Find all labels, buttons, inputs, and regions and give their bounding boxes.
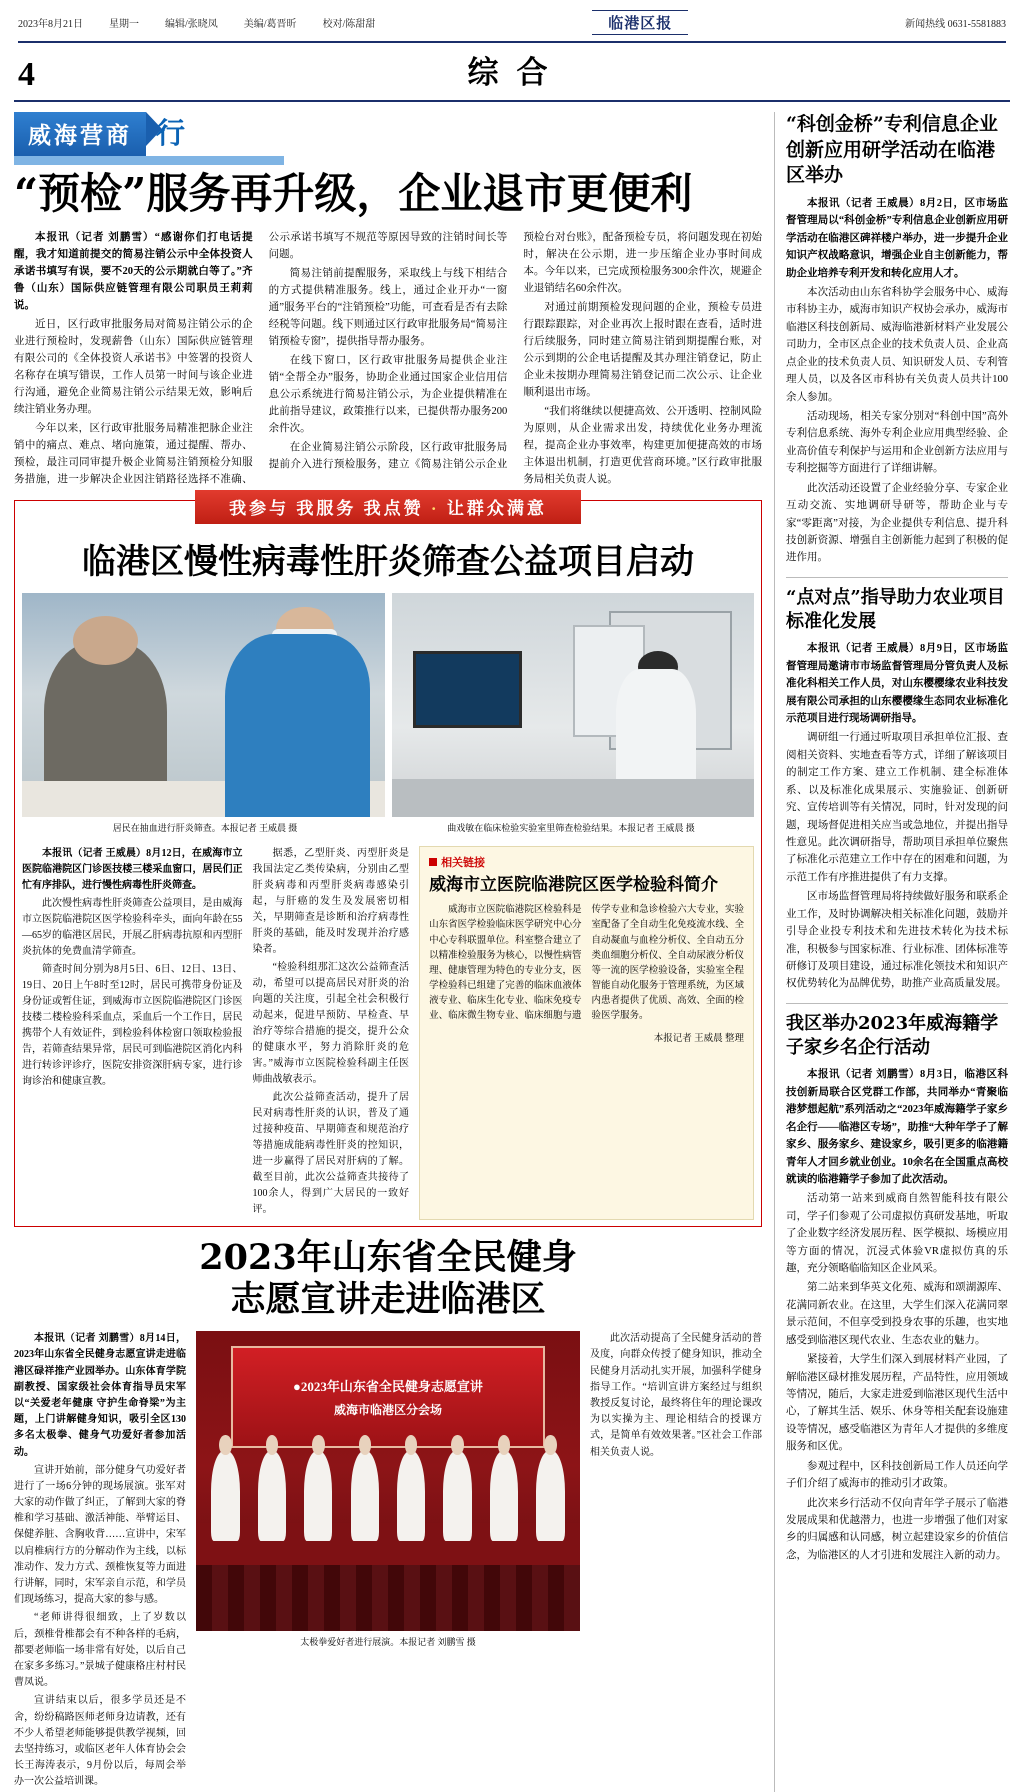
square-bullet-icon	[429, 858, 437, 866]
article-fitness-volunteer	[14, 1237, 762, 1792]
article-hepatitis-screening	[14, 500, 762, 1227]
masthead-art-editor: 美编/葛晋昕	[243, 19, 297, 30]
masthead-top	[14, 0, 1010, 39]
paragraph: 本报讯（记者 王威晨）8月2日，区市场监督管理局以“科创金桥”专利信息企业创新应用研学活动在临港区碑祥楼户举办，进一步提升企业知识产权战略意识，增强企业自主创新能力，帮助企业培养专利开发和转化应用人才。	[786, 197, 1008, 279]
paragraph: 此次来乡行活动不仅向青年学子展示了临港发展成果和优越潜力，也进一步增强了他们对家乡的归属感和认同感，树立起建设家乡的价值信念，为临港区的人才引进和发展注入新的动力。	[786, 1497, 1008, 1561]
paragraph: 调研组一行通过听取项目承担单位汇报、查阅相关资料、实地查看等方式，详细了解该项目的制定工作方案、建立工作机制、建全标准体系、以及标准化成果展示、实施验证、创新研究、宣传培训等有关情况，同时，针对发现的问题，现场督促进相关应当或急地位，并提出指导性意见。此次调研指导，帮助项目承担单位聚焦了标准化示范建立工作中存在的困难和问题，为示范工作有序推进提供了有力支撑。	[786, 732, 1008, 883]
paragraph: 本次活动由山东省科协学会服务中心、威海市科协主办，威海市知识产权协会承办，威海市临港区科技创新局、威海临港新材料产业发展公司助力，全市区点企业的技术负责人员、企业高点企业的技术负责人员、知识研发人员、专利管理人员，以及各区市科协有关负责人员共计100余人参加。	[786, 287, 1008, 403]
article3-text-col1	[14, 1331, 186, 1792]
ribbon-wrap	[15, 490, 761, 524]
article3-headline-line1: 2023年山东省全民健身	[199, 1237, 577, 1279]
photo-illustration	[196, 1331, 580, 1631]
right-divider	[786, 577, 1008, 578]
banner-label: 威海营商	[14, 112, 146, 156]
paragraph: 紧接着，大学生们深入到展材料产业园，了解临港区碌材推发展历程，产品特性，应用领域等情况，随后，大家走进爱到临港区现代生活中心，了解其生活、娱乐、休身等相关配套设施建设等情况，感受临港区为青年人才提供的多维度服务和区优。	[786, 1354, 1008, 1453]
related-link-box	[419, 846, 754, 1220]
right-article-title: 我区举办2023年威海籍学子家乡名企行活动	[786, 1012, 999, 1059]
paragraph: 本报讯（记者 刘鹏雪）8月14日，2023年山东省全民健身志愿宣讲走进临港区碌祥推产业园举办。山东体育学院副教授、国家级社会体育指导员宋军以“关爱老年健康 守护生命脊梁”为主题，上门讲解健身知识，吸引全区130多名太极拳、健身气功爱好者参加活动。	[14, 1333, 186, 1458]
article2-text-left	[22, 846, 243, 1220]
right-divider	[786, 1003, 1008, 1004]
paragraph: 本报讯（记者 刘鹏雪）“感谢你们打电话提醒，我才知道前提交的简易注销公示中全体投资人承诺书填写有误，要不20天的公示期就白等了。”齐鲁（山东）国际供应链管理有限公司职员王莉莉说。	[14, 232, 253, 312]
paragraph: 近日，区行政审批服务局对简易注销公示的企业进行预检时，发现薪鲁（山东）国际供应链管理有限公司的《全体投资人承诺书》中签署的投资人名称存在填写错误，工作人员第一时间与该企业进行沟通，避免企业简易注销公示结果无效，影响后续注销业务办理。	[14, 319, 253, 416]
masthead-proofreader: 校对/陈甜甜	[322, 19, 376, 30]
article-business-environment	[14, 112, 762, 488]
article3-text-col2	[590, 1331, 762, 1792]
right-article-patent-forum	[786, 112, 1008, 567]
paragraph: 此次活动还设置了企业经验分享、专家企业互动交流、实地调研导研等，帮助企业与专家“零距离”对接，为企业提供专利信息、提升科技创新资源、增强自主创新能力起到了积极的促进作用。	[786, 482, 1008, 564]
article3-headline	[14, 1237, 762, 1321]
page-body	[14, 102, 1010, 1792]
paragraph: “检验科组那汇这次公益筛查活动，希望可以提高居民对肝炎的治向题的关注度，引起全社会积极行动起来，促进早预防、早检查、早治疗等综合措施的提交，提升公众的健康水平，努力消除肝炎的危害。”威海市立医院检验科副主任医师曲战敏表示。	[252, 962, 410, 1086]
paragraph: 此次公益筛查活动，提升了居民对病毒性肝炎的认识，普及了通过接种疫苗、早期筛查和规范治疗等措施成能病毒性肝炎的控知识，进一步赢得了居民对肝病的了解。截至目前，此次公益筛查共接待了100余人，得到广大居民的一致好评。	[252, 1092, 410, 1216]
paper-name: 临港区报	[592, 10, 688, 35]
paragraph: 参观过程中，区科技创新局工作人员还向学子们介绍了威海市的推动引才政策。	[786, 1460, 1008, 1490]
right-article-body	[786, 640, 1008, 992]
right-article-body	[786, 1066, 1008, 1564]
photo-lab-testing	[392, 593, 755, 817]
section-banner	[14, 112, 762, 156]
masthead-editor: 编辑/张晓凤	[165, 19, 218, 30]
paragraph: 在线下窗口，区行政审批服务局提供企业注销“全帮全办”服务，协助企业通过国家企业信用信息公示系统进行简易注销公示，为企业提供精准在此前指导建议，政策推行以来，已提供帮办服务200余件次。	[268, 355, 508, 435]
paragraph: 简易注销前提醒服务，采取线上与线下相结合的方式提供精准服务。线上，通过企业开办“一窗通”服务平台的“注销预检”功能，可查看是否有去除经税等问题。线下则通过区行政审批服务局“简易注销预检专窗”，提供指导帮办服务。	[268, 268, 508, 348]
paragraph: “我们将继续以便捷高效、公开透明、控制风险为原则，从企业需求出发，持续优化业务办理流程，提高企业办事效率，构建更加便捷高效的市场主体退出机制，打造更优营商环境。”区行政审批服务局相关负责人说。	[523, 406, 762, 486]
campaign-ribbon: 我参与 我服务 我点赞 · 让群众满意	[195, 490, 581, 524]
paragraph: 此次活动提高了全民健身活动的普及度，向群众传授了健身知识，推动全民健身月活动扎实开展，加强科学健身指导工作。“培训宣讲方案经过与组织教授反复讨论，最终将住年的理论课改为以实操为主、理论相结合的授课方式，是简单有效效果著。”区社会工作部相关负责人说。	[590, 1333, 762, 1458]
news-hotline: 新闻热线 0631-5581883	[905, 19, 1006, 30]
article1-headline: “预检”服务再升级，企业退市更便利	[14, 169, 693, 218]
photo-illustration	[22, 593, 385, 817]
banner-underline	[14, 156, 284, 165]
photo-blood-draw	[22, 593, 385, 817]
right-article-agriculture-standard	[786, 586, 1008, 993]
paragraph: “老师讲得很细致，上了岁数以后，颈椎骨椎都会有不种各样的毛病，都要老师临一场非常有好处，以后自己在家多多练习。”景城子健康格庄村村民曹凤说。	[14, 1612, 186, 1689]
paragraph: 威海市立医院临港院区检验科是山东省医学检验临床医学研究中心分中心专科联盟单位。科室整合建立了以精准检验服务为核心，以慢性病管理、健康管理为特色的专业分支，医学检验科已组建了完善的临床血液体液专业、临床生化专业、临床免疫专业、临床微生物专业、临床细胞与遗传学专业和急诊检验六大专业，实验室配备了全自动生化免疫流水线、全自动凝血与血栓分析仪、全自动五分类血细胞分析仪、全自动尿液分析仪等一流的医学检验设备，实验室全程智能自动化服务于管理系统，为区域内患者提供了优质、高效、全面的检验医学服务。	[429, 905, 744, 1022]
article2-headline: 临港区慢性病毒性肝炎筛查公益项目启动	[82, 542, 694, 583]
ribbon-tail: 让群众满意	[446, 499, 547, 519]
article3-photo-caption: 太极拳爱好者进行展演。本报记者 刘鹏雪 摄	[300, 1637, 476, 1648]
page-title-row	[14, 43, 1010, 102]
photo-left-caption: 居民在抽血进行肝炎筛查。本报记者 王威晨 摄	[112, 823, 298, 834]
article2-photos	[15, 593, 761, 817]
banner-accent: 行	[156, 115, 186, 150]
page-number: 4	[18, 56, 35, 93]
right-article-title: “科创金桥”专利信息企业创新应用研学活动在临港区举办	[786, 113, 998, 187]
masthead-weekday: 星期一	[109, 19, 139, 30]
paragraph: 第二站来到华英文化苑、威海和颂湖源库、花满同新农业。在这里，大学生们深入花满同翠景示范间，不但享受到投身农事的乐趣，也实地感受到临港区现代农业、生态农业的魅力。	[786, 1282, 1008, 1346]
paragraph: 筛查时间分别为8月5日、6日、12日、13日、19日、20日上午8时至12时，居民可携带身份证及身份证或暂住证，到威海市立医院临港院区门诊医技楼二楼检验科采血点，采血后一个工作日，居民携带个人有效证件，到检验科体检窗口领取检验报告，若筛查结果异常，居民可到临港院区消化内科进行转诊评诊疗，医院安排资深肝病专家，进行诊询诊治和健康宣教。	[22, 964, 243, 1088]
section-title: 综合	[467, 55, 566, 90]
article2-text-mid	[253, 846, 410, 1220]
related-link-title: 威海市立医院临港院区医学检验科简介	[429, 875, 719, 896]
paragraph: 区市场监督管理局将持续做好服务和联系企业工作，及时协调解决相关标准化问题，鼓励并引导企业投专利技术和先进技术转化为技术标准，积极参与国家标准、行业标准、团体标准等研修订及项目建设，通过标准化领技术和知识产权优势转化为品牌优势，助推产业高质量发展。	[786, 891, 1008, 990]
paragraph: 活动第一站来到威商自然智能科技有限公司，学子们参观了公司虚拟仿真研发基地，听取了企业数字经济发展历程、医学模拟、场模应用等方面的情况，沉浸式体验VR虚拟仿真的乐趣，充分领略临临知区企业风采。	[786, 1193, 1008, 1275]
main-column	[14, 112, 762, 1792]
right-article-students-tour	[786, 1012, 1008, 1564]
right-article-title: “点对点”指导助力农业项目标准化发展	[786, 586, 1005, 633]
paragraph: 今年以来，区行政审批服务局精准把脉企业注销中的痛点、难点、堵向施策，通过提醒、帮办、预检，最注司同审提升极企业简易注销预检分知服务措施，进一步解决企业因注销路径选择不准确、公示承诺书填写不规范等原因导致的注销时间长等问题。	[14, 232, 508, 486]
paragraph: 本报讯（记者 王威晨）8月9日，区市场监督管理局邀请市市场监督管理局分管负责人及标准化科相关工作人员，对山东樱樱缘农业科技发展有限公司承担的山东樱樱缘生态同农业标准化示范项目进行现场调研指导。	[786, 643, 1008, 725]
photo-taichi-performance	[196, 1331, 580, 1792]
screen-line-2: 威海市临港区分会场	[333, 1403, 442, 1418]
article2-body	[15, 840, 761, 1220]
paragraph: 此次慢性病毒性肝炎筛查公益项目，是由威海市立医院临港院区医学检验科牵头，面向年龄在55—65岁的临港区居民，开展乙肝病毒抗原和丙型肝炎抗体的免费血清学筛查。	[22, 898, 243, 958]
article1-body	[14, 229, 762, 488]
related-link-label: 相关链接	[441, 857, 486, 870]
paragraph: 据悉，乙型肝炎、丙型肝炎是我国法定乙类传染病，分别由乙型肝炎病毒和丙型肝炎病毒感染引起，与肝癌的发生及发展密切相关，早期筛查是诊断和治疗病毒性肝炎的基础，能及时发现并治疗感染者。	[252, 848, 410, 956]
paragraph: 宣讲开始前，部分健身气功爱好者进行了一场6分钟的现场展演。张军对大家的动作做了纠正，了解到大家的脊椎和学习基础、激活神能、举臂运目、保健养脏、含胸收背……宣讲中，宋军以肩椎病行方的分解动作为主线，以标准动作、发力方式、颈椎恢复等力面进行讲解，同时，宋军亲自示范，和学员们现场练习，提高大家的参与感。	[14, 1464, 186, 1606]
paragraph: 本报讯（记者 刘鹏雪）8月3日，临港区科技创新局联合区党群工作部，共同举办“青聚临港梦想起航”系列活动之“2023年威海籍学子家乡名企行——临港区专场”，助推“大种年学子了解家乡、服务家乡、建设家乡，吸引更多的临港籍青年人才回乡就业创业。10余名在全国重点高校就读的临港籍学子参加了此次活动。	[786, 1069, 1008, 1185]
masthead-date: 2023年8月21日	[18, 19, 83, 30]
paragraph: 本报讯（记者 王威晨）8月12日，在威海市立医院临港院区门诊医技楼三楼采血窗口，居民们正忙有序排队，进行慢性病毒性肝炎筛查。	[22, 848, 243, 892]
right-article-body	[786, 195, 1008, 567]
photo-right-caption: 曲戏敏在临床检验实验室里筛查检验结果。本报记者 王威晨 摄	[447, 823, 695, 834]
performers-group	[211, 1451, 564, 1541]
related-link-signature: 本报记者 王威晨 整理	[653, 1033, 744, 1044]
related-link-tag	[429, 854, 744, 870]
related-link-body	[429, 903, 744, 1026]
paragraph: 对通过前期预检发现问题的企业，预检专员进行跟踪跟踪，对企业再次上报时跟在查看，适时进行后续服务，同时建立简易注销到期提醒台账，对公示到期的公企电话提醒及其办理注销登记，防止企业未按期办理简易注销登记而二次公示、让企业顺利退出市场。	[523, 302, 762, 399]
right-column	[774, 112, 1008, 1792]
paragraph: 宣讲结束以后，很多学员还是不舍，纷纷稿路医师老师身边请教，还有不少人希望老师能够提供教学视频，回去坚持练习，或临区老年人体育协会会长王海涛表示，9月份以后，每周会举办一次公益培训课。	[14, 1695, 186, 1788]
paragraph: 活动现场，相关专家分别对“科创中国”高外专利信息系统、海外专利企业应用典型经验、企业高价值专利保护与运用和企业创新方法应用与专利挖掘等方面进行了详细讲解。	[786, 410, 1008, 475]
article3-headline-line2: 志愿宣讲走进临港区	[230, 1279, 546, 1321]
masthead-meta	[18, 15, 375, 30]
article3-body	[14, 1331, 762, 1792]
screen-line-1: ●2023年山东省全民健身志愿宣讲	[293, 1379, 483, 1395]
paragraph: 在企业简易注销公示阶段，区行政审批服务局提前介入进行预检服务，建立《简易注销公示企业预检台对台账》，配备预检专员，将问题发现在初始时，解决在公示期，进一步压缩企业办事时间成本。今年以来，已完成预检服务300余件次，规避企业退销结名60余件次。	[268, 232, 762, 471]
stage-screen	[231, 1346, 546, 1448]
ribbon-text: 我参与 我服务 我点赞	[229, 499, 424, 519]
photo-illustration	[392, 593, 755, 817]
